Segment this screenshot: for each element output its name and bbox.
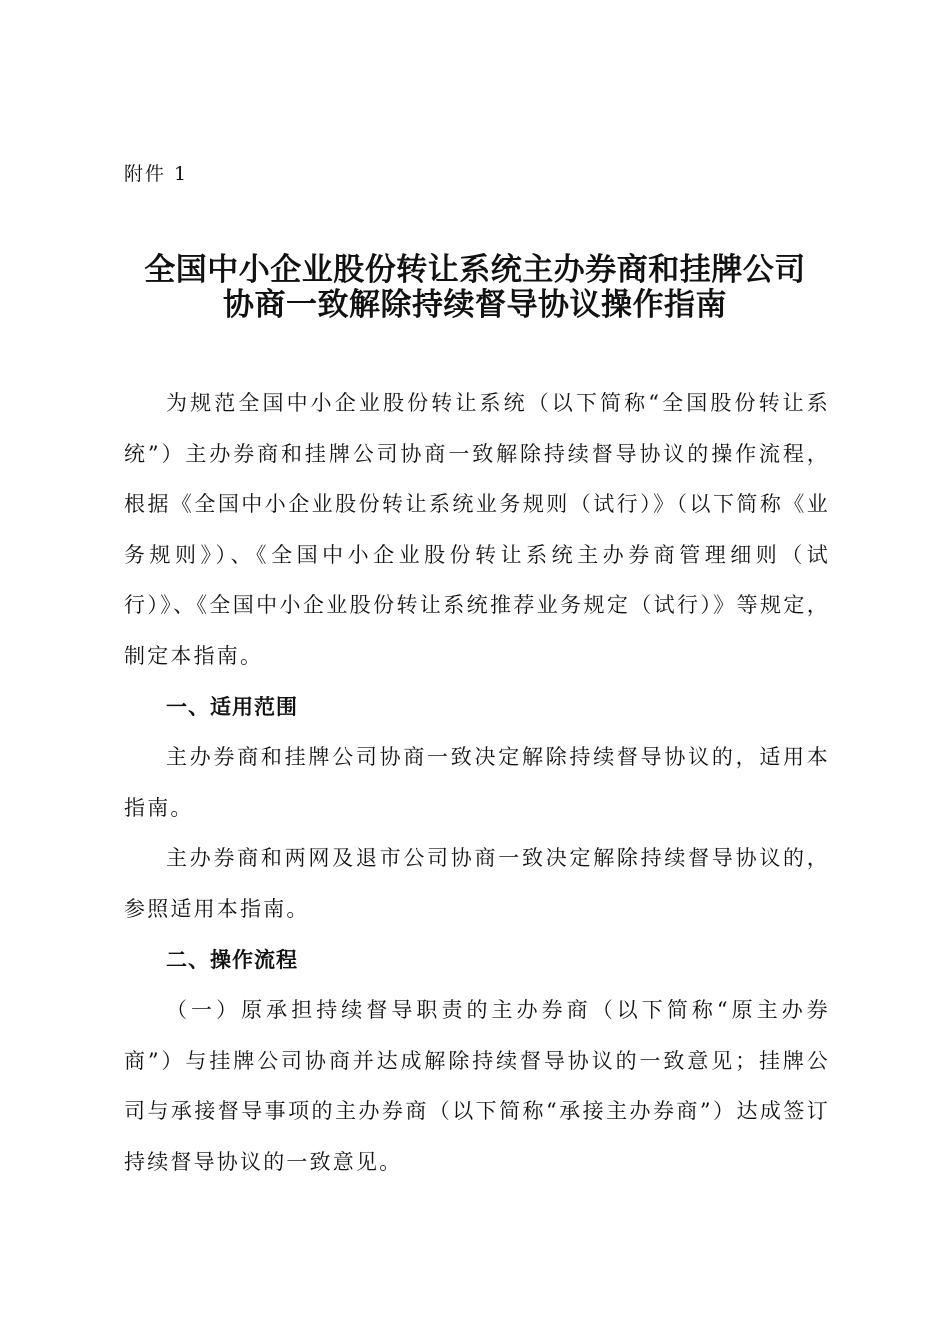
document-title-line-1: 全国中小企业股份转让系统主办券商和挂牌公司: [144, 252, 806, 288]
document-body: [124, 378, 830, 1188]
section-2-heading: 二、操作流程: [166, 947, 298, 972]
document-title-line-2: 协商一致解除持续督导协议操作指南: [223, 287, 727, 323]
intro-paragraph: 为规范全国中小企业股份转让系统（以下简称“全国股份转让系统”）主办券商和挂牌公司协商一致解除持续督导协议的操作流程，根据《全国中小企业股份转让系统业务规则（试行）》（以下简称《业务规则》）、《全国中小企业股份转让系统主办券商管理细则（试行）》、《全国中小企业股份转让系统推荐业务规定（试行）》等规定，制定本指南。: [124, 391, 830, 668]
section-1-paragraph-2: 主办券商和两网及退市公司协商一致决定解除持续督导协议的，参照适用本指南。: [124, 846, 830, 921]
attachment-label: 附件 1: [124, 163, 189, 185]
section-2-paragraph-1: （一）原承担持续督导职责的主办券商（以下简称“原主办券商”）与挂牌公司协商并达成解除持续督导协议的一致意见；挂牌公司与承接督导事项的主办券商（以下简称“承接主办券商”）达成签订持续督导协议的一致意见。: [124, 998, 830, 1174]
section-1-heading: 一、适用范围: [166, 694, 298, 719]
section-1-paragraph-1: 主办券商和挂牌公司协商一致决定解除持续督导协议的，适用本指南。: [124, 745, 830, 820]
